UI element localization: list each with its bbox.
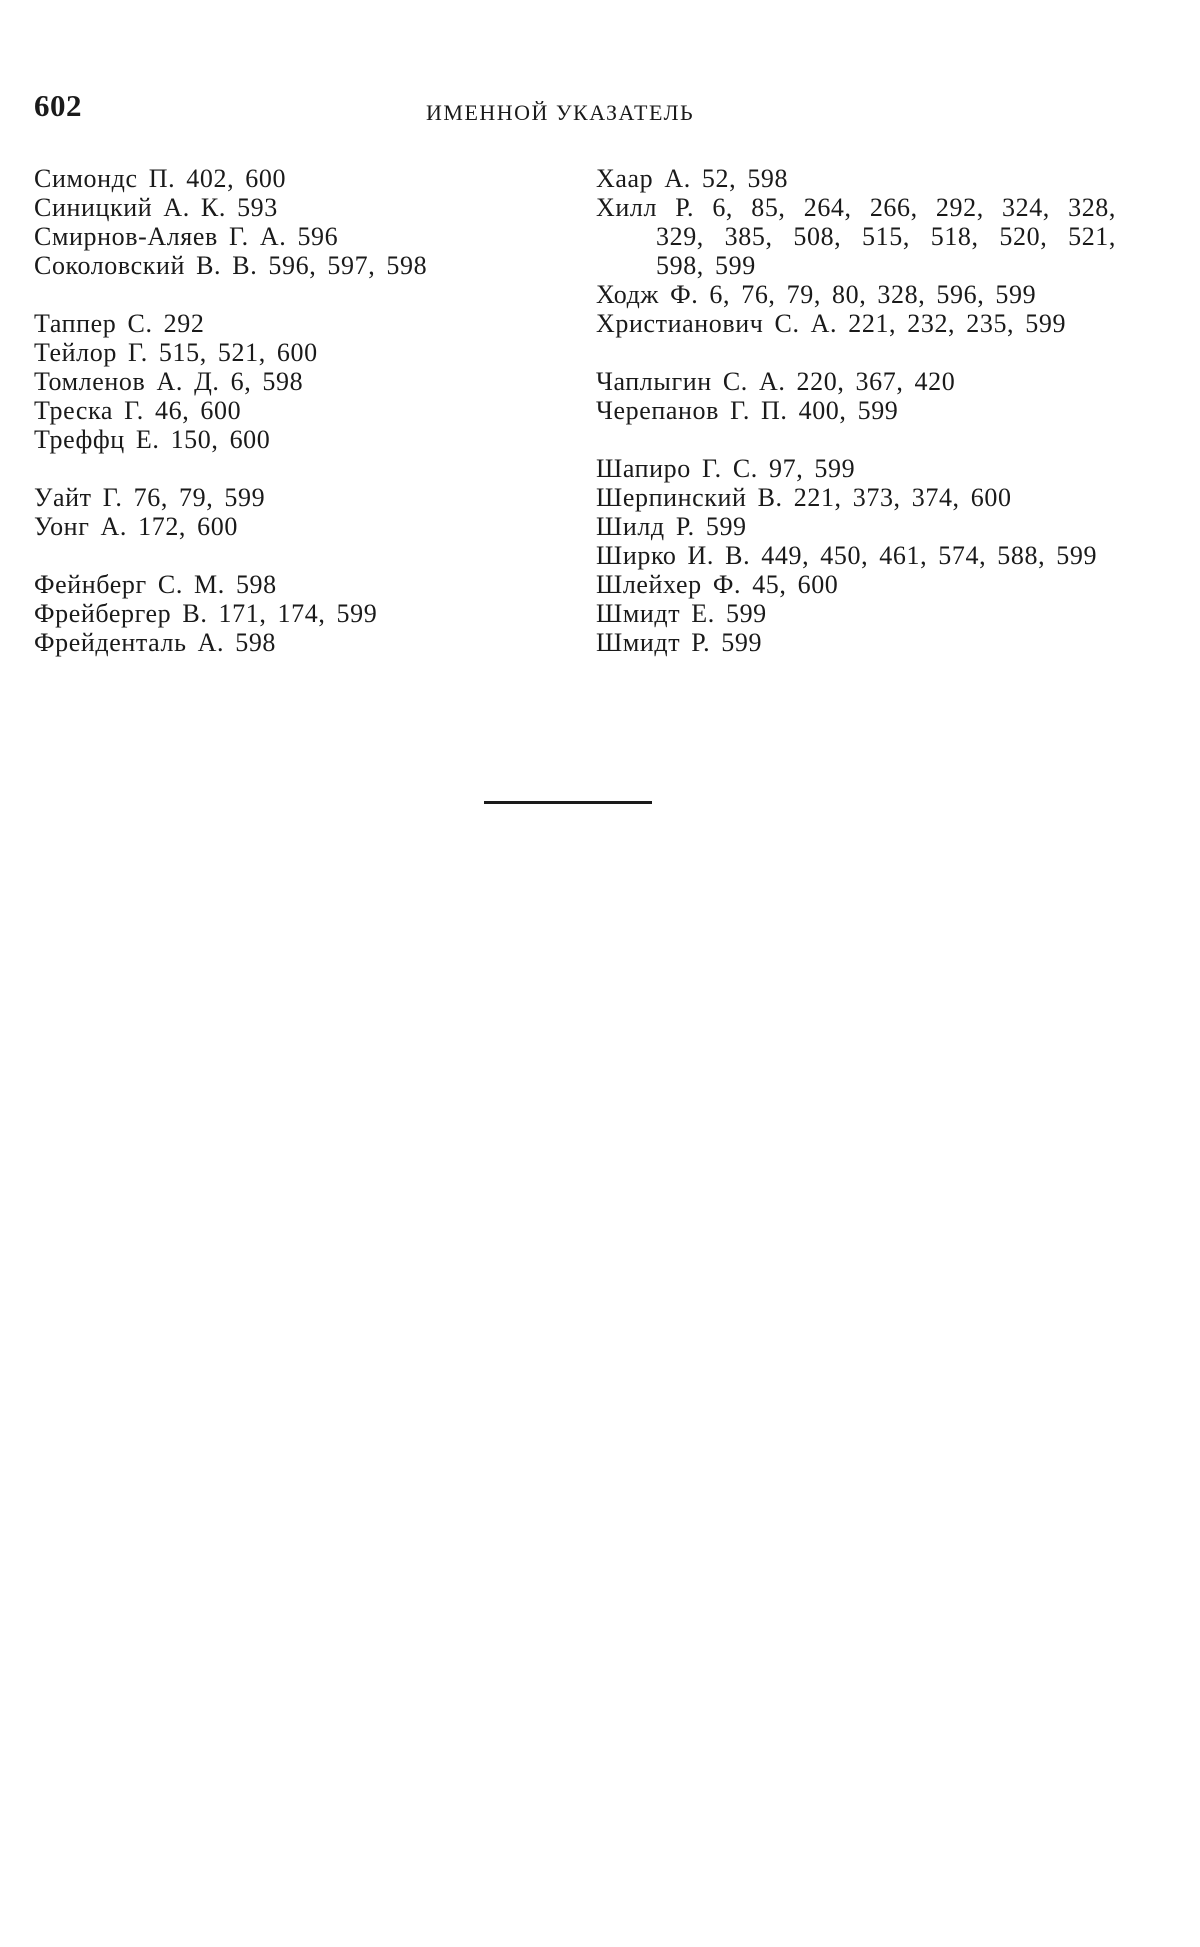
index-entry: Черепанов Г. П. 400, 599: [596, 396, 899, 425]
index-group-kh: [596, 164, 1116, 338]
index-entry: Шилд Р. 599: [596, 512, 747, 541]
index-group-f: [34, 570, 554, 657]
index-entry: Симондс П. 402, 600: [34, 164, 287, 193]
index-entry: Таппер С. 292: [34, 309, 205, 338]
index-entry: Шмидт Е. 599: [596, 599, 767, 628]
index-entry: Христианович С. А. 221, 232, 235, 599: [596, 309, 1067, 338]
index-entry: Синицкий А. К. 593: [34, 193, 278, 222]
index-entry: Уайт Г. 76, 79, 599: [34, 483, 266, 512]
index-entry: Хаар А. 52, 598: [596, 164, 789, 193]
index-entry: Фрейбергер В. 171, 174, 599: [34, 599, 378, 628]
index-column-left: [34, 164, 554, 686]
index-entry: Фрейденталь А. 598: [34, 628, 277, 657]
index-entry: Шлейхер Ф. 45, 600: [596, 570, 839, 599]
index-entry: Шерпинский В. 221, 373, 374, 600: [596, 483, 1012, 512]
index-group-ch: [596, 367, 1116, 425]
index-entry: Тейлор Г. 515, 521, 600: [34, 338, 318, 367]
index-entry: Треффц Е. 150, 600: [34, 425, 271, 454]
index-entry: Шмидт Р. 599: [596, 628, 763, 657]
index-entry: Шапиро Г. С. 97, 599: [596, 454, 856, 483]
index-group-t: [34, 309, 554, 454]
index-entry: Уонг А. 172, 600: [34, 512, 238, 541]
index-entry: Фейнберг С. М. 598: [34, 570, 277, 599]
index-group-s: [34, 164, 554, 280]
index-entry: Соколовский В. В. 596, 597, 598: [34, 251, 428, 280]
index-column-right: [596, 164, 1116, 686]
index-group-u: [34, 483, 554, 541]
index-entry: Смирнов-Аляев Г. А. 596: [34, 222, 339, 251]
index-entry: Треска Г. 46, 600: [34, 396, 242, 425]
index-entry: Хилл Р. 6, 85, 264, 266, 292, 324, 328, 329, 385, 508, 515, 518, 520, 521, 598, 599: [596, 193, 1116, 280]
index-entry: Ходж Ф. 6, 76, 79, 80, 328, 596, 599: [596, 280, 1037, 309]
running-title: ИМЕННОЙ УКАЗАТЕЛЬ: [426, 100, 695, 125]
index-group-sh: [596, 454, 1116, 657]
index-entry: Ширко И. В. 449, 450, 461, 574, 588, 599: [596, 541, 1098, 570]
index-entry: Томленов А. Д. 6, 598: [34, 367, 304, 396]
page-number: 602: [34, 88, 82, 123]
index-entry: Чаплыгин С. А. 220, 367, 420: [596, 367, 956, 396]
end-rule: [484, 801, 652, 804]
